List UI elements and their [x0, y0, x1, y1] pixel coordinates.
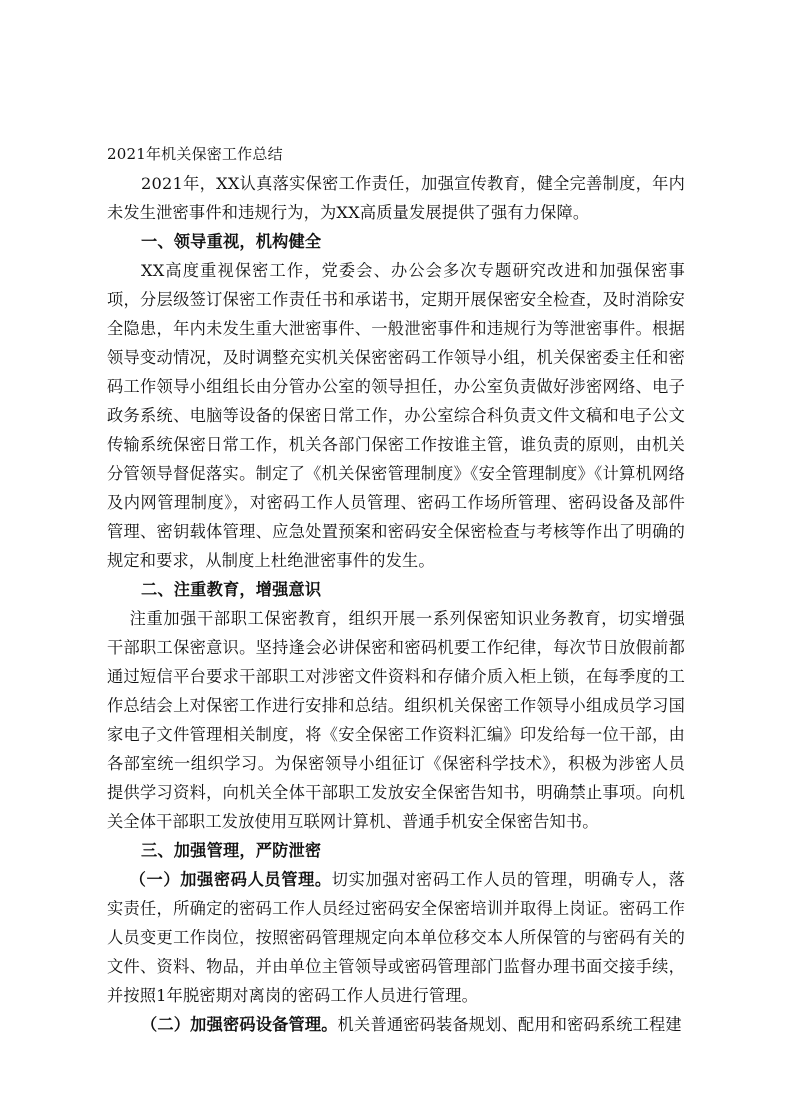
- item-1-text: 切实加强对密码工作人员的管理，明确专人，落实责任，所确定的密码工作人员经过密码安全保密培训并取得上岗证。密码工作人员变更工作岗位，按照密码管理规定向本单位移交本人所保管的与密码有关的文件、资料、物品，并由单位主管领导或密码管理部门监督办理书面交接手续，并按照1年脱密期对离岗的密码工作人员进行管理。: [107, 870, 685, 1005]
- section-2-heading: 二、注重教育，增强意识: [141, 580, 322, 599]
- item-2-text: 机关普通密码装备规划、配用和密码系统工程建: [337, 1015, 682, 1034]
- section-3-item-2: [107, 1010, 685, 1039]
- section-2-paragraph: 注重加强干部职工保密教育，组织开展一系列保密知识业务教育，切实增强干部职工保密意识。坚持逢会必讲保密和密码机要工作纪律，每次节日放假前都通过短信平台要求干部职工对涉密文件资料和存储介质入柜上锁，在每季度的工作总结会上对保密工作进行安排和总结。组织机关保密工作领导小组成员学习国家电子文件管理相关制度，将《安全保密工作资料汇编》印发给每一位干部，由各部室统一组织学习。为保密领导小组征订《保密科学技术》，积极为涉密人员提供学习资料，向机关全体干部职工发放安全保密告知书，明确禁止事项。向机关全体干部职工发放使用互联网计算机、普通手机安全保密告知书。: [107, 609, 685, 831]
- section-1-paragraph: XX高度重视保密工作，党委会、办公会多次专题研究改进和加强保密事项，分层级签订保密工作责任书和承诺书，定期开展保密安全检查，及时消除安全隐患，年内未发生重大泄密事件、一般泄密事件和违规行为等泄密事件。根据领导变动情况，及时调整充实机关保密密码工作领导小组，机关保密委主任和密码工作领导小组组长由分管办公室的领导担任，办公室负责做好涉密网络、电子政务系统、电脑等设备的保密日常工作，办公室综合科负责文件文稿和电子公文传输系统保密日常工作，机关各部门保密工作按谁主管，谁负责的原则，由机关分管领导督促落实。制定了《机关保密管理制度》《安全管理制度》《计算机网络及内网管理制度》，对密码工作人员管理、密码工作场所管理、密码设备及部件管理、密钥载体管理、应急处置预案和密码安全保密检查与考核等作出了明确的规定和要求，从制度上杜绝泄密事件的发生。: [107, 261, 685, 570]
- section-3-item-1: [107, 865, 685, 1010]
- document-body: [107, 140, 685, 1039]
- item-2-lead: （二）加强密码设备管理。: [141, 1015, 338, 1034]
- intro-paragraph: 2021年，XX认真落实保密工作责任，加强宣传教育，健全完善制度，年内未发生泄密事件和违规行为，为XX高质量发展提供了强有力保障。: [107, 174, 685, 222]
- item-1-lead: （一）加强密码人员管理。: [129, 870, 332, 889]
- section-3-heading: 三、加强管理，严防泄密: [141, 841, 322, 860]
- section-1-heading: 一、领导重视，机构健全: [141, 232, 322, 251]
- document-title: 2021年机关保密工作总结: [107, 145, 283, 163]
